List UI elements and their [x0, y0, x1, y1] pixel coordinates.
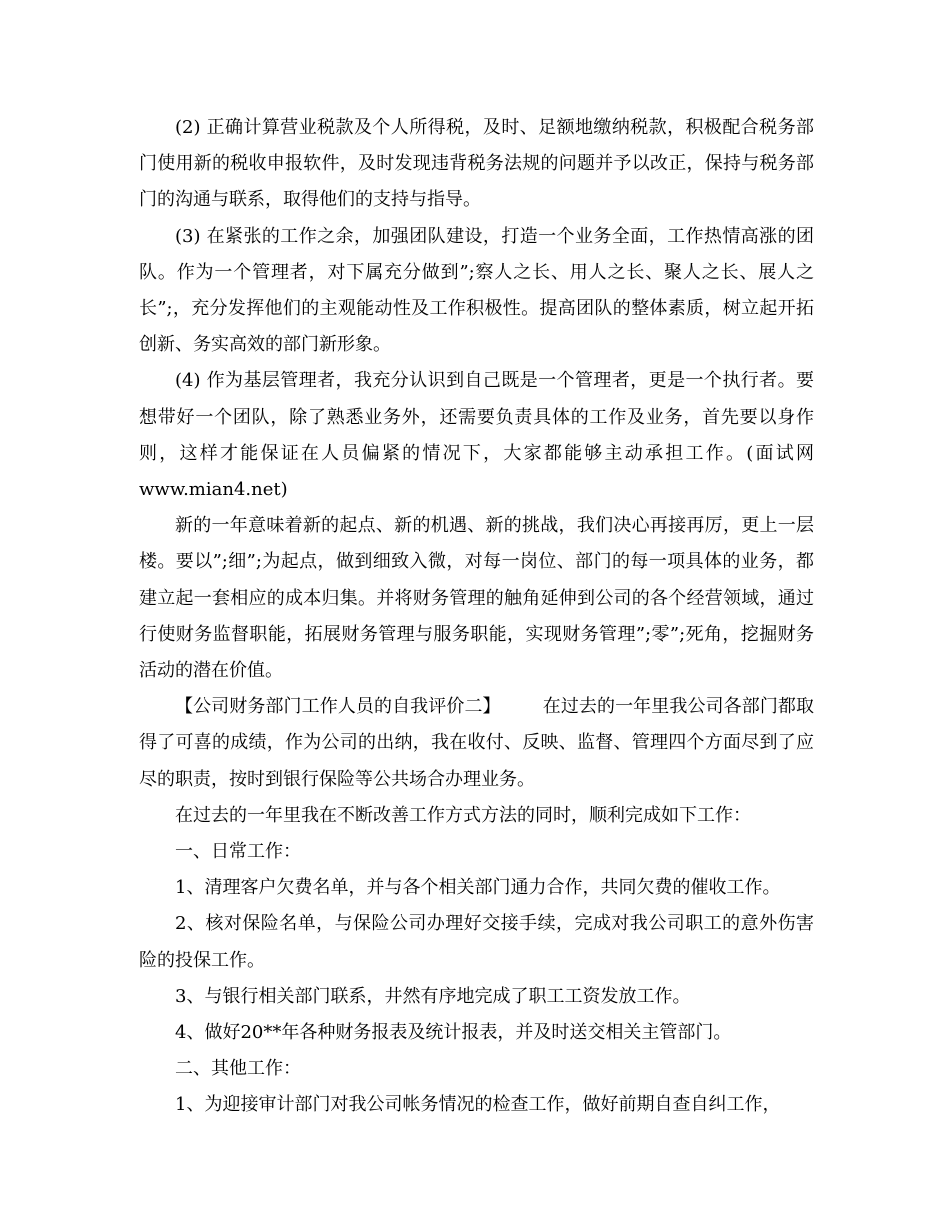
paragraph-team-building: (3) 在紧张的工作之余，加强团队建设，打造一个业务全面，工作热情高涨的团队。作为一个管理者，对下属充分做到”;察人之长、用人之长、聚人之长、展人之长”;，充分发挥他们的主观能动性及工作积极性。提高团队的整体素质，树立起开拓创新、务实高效的部门新形象。 — [139, 225, 814, 356]
paragraph-daily-work-heading: 一、日常工作： — [175, 841, 301, 863]
paragraph-grassroots-manager: (4) 作为基层管理者，我充分认识到自己既是一个管理者，更是一个执行者。要想带好一个团队，除了熟悉业务外，还需要负责具体的工作及业务，首先要以身作则，这样才能保证在人员偏紧的情况下，大家都能够主动承担工作。(面试网www.mian4.net) — [139, 370, 814, 501]
paragraph-work-summary-intro: 在过去的一年里我在不断改善工作方式方法的同时，顺利完成如下工作： — [175, 804, 751, 826]
paragraph-other-work-heading: 二、其他工作： — [175, 1058, 301, 1080]
paragraph-new-year-plan: 新的一年意味着新的起点、新的机遇、新的挑战，我们决心再接再厉，更上一层楼。要以”;细”;为起点，做到细致入微，对每一岗位、部门的每一项具体的业务，都建立起一套相应的成本归集。并将财务管理的触角延伸到公司的各个经营领域，通过行使财务监督职能，拓展财务管理与服务职能，实现财务管理”;零”;死角，挖掘财务活动的潜在价值。 — [139, 515, 814, 682]
paragraph-item-2: 2、核对保险名单，与保险公司办理好交接手续，完成对我公司职工的意外伤害险的投保工作。 — [139, 913, 814, 971]
section-heading: 【公司财务部门工作人员的自我评价二】 — [175, 696, 501, 718]
paragraph-section-two — [139, 689, 814, 798]
document-body — [139, 110, 814, 1124]
paragraph-item-4: 4、做好20**年各种财务报表及统计报表，并及时送交相关主管部门。 — [175, 1022, 732, 1044]
paragraph-other-item-1: 1、为迎接审计部门对我公司帐务情况的检查工作，做好前期自查自纠工作， — [175, 1094, 781, 1116]
paragraph-tax-payment: (2) 正确计算营业税款及个人所得税，及时、足额地缴纳税款，积极配合税务部门使用新的税收申报软件，及时发现违背税务法规的问题并予以改正，保持与税务部门的沟通与联系，取得他们的支持与指导。 — [139, 117, 814, 211]
section-intro-text: 在过去的一年里我公司各部门都取得了可喜的成绩，作为公司的出纳，我在收付、反映、监督、管理四个方面尽到了应尽的职责，按时到银行保险等公共场合办理业务。 — [139, 696, 815, 790]
paragraph-item-1: 1、清理客户欠费名单，并与各个相关部门通力合作，共同欠费的催收工作。 — [175, 877, 781, 899]
paragraph-item-3: 3、与银行相关部门联系，井然有序地完成了职工工资发放工作。 — [175, 985, 691, 1007]
